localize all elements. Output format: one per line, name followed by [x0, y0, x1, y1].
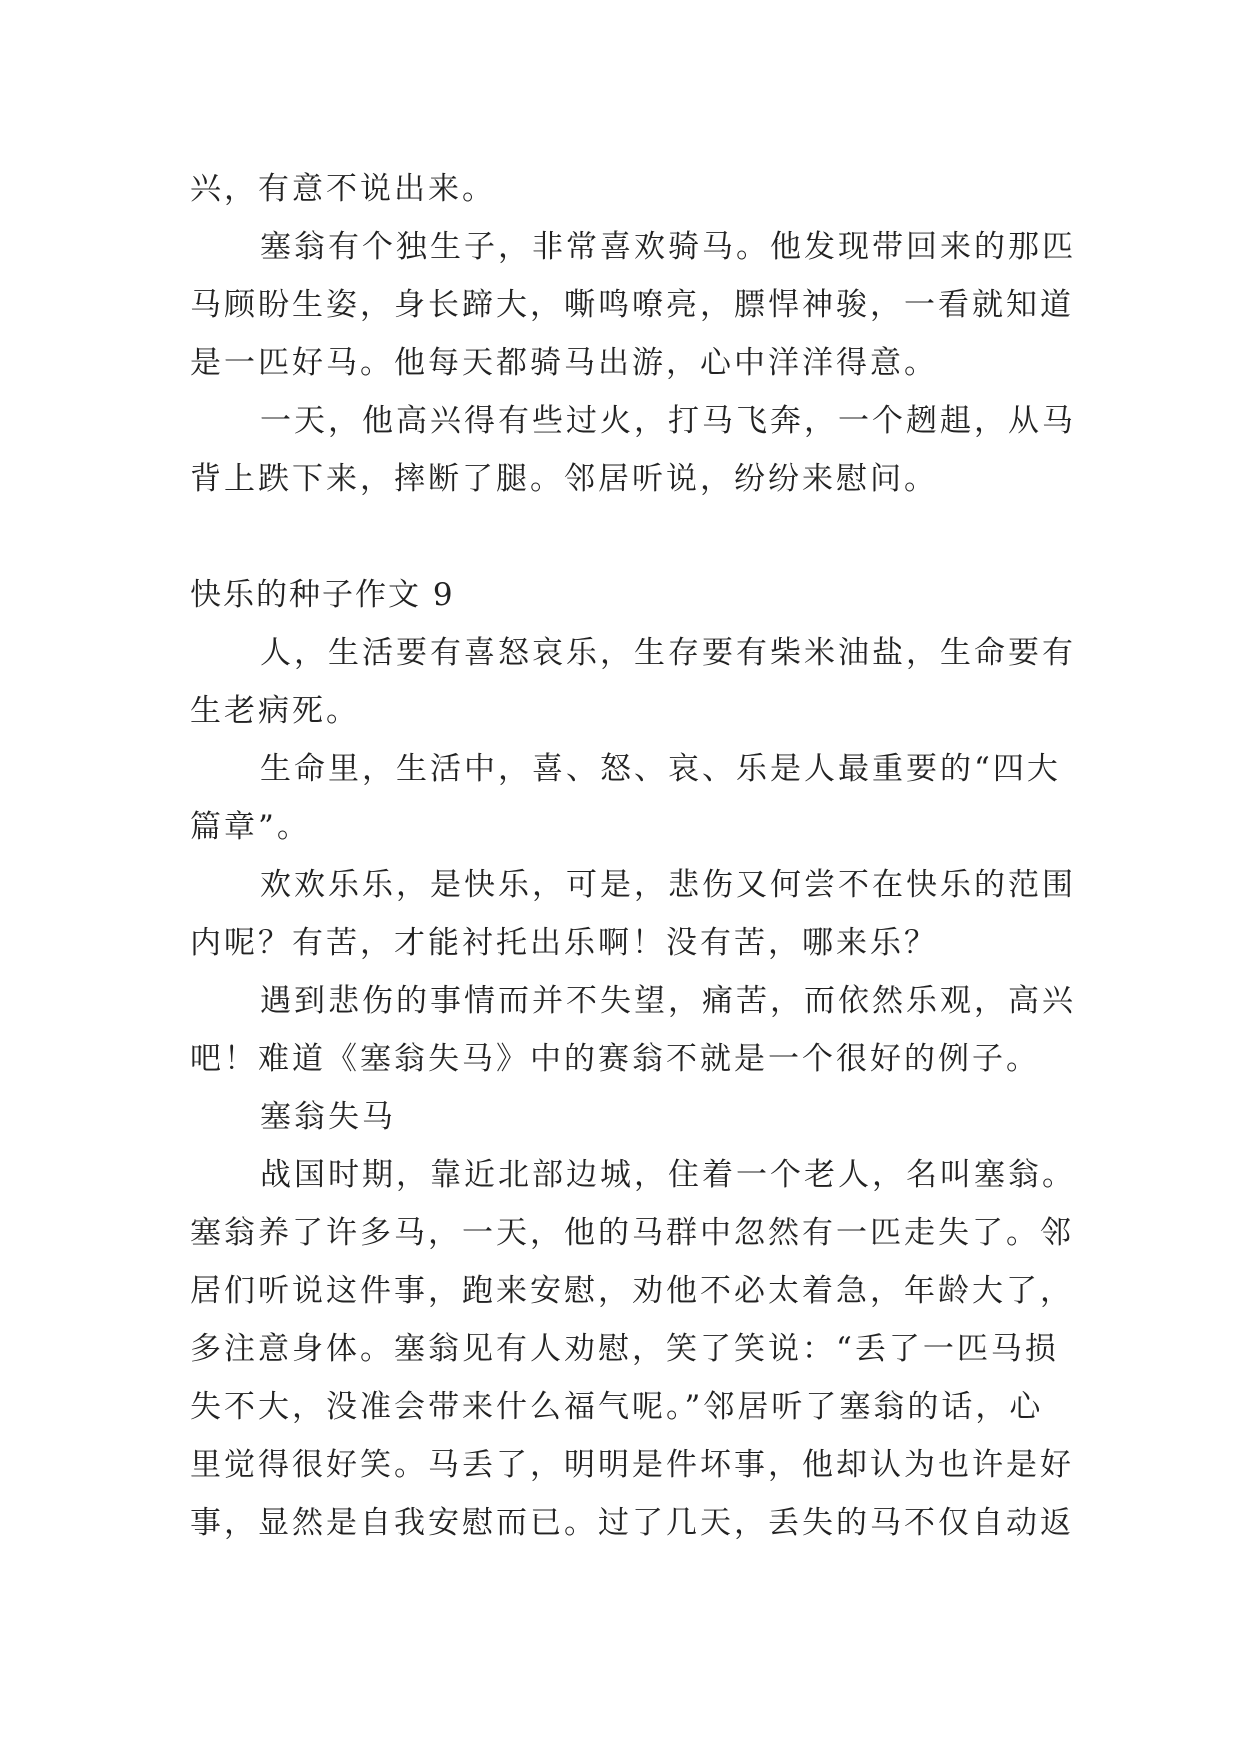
text-line: 多注意身体。塞翁见有人劝慰，笑了笑说：“丢了一匹马损 [190, 1331, 1059, 1367]
text-line: 篇章”。 [190, 809, 311, 845]
text-line: 失不大，没准会带来什么福气呢。”邻居听了塞翁的话，心 [190, 1389, 1044, 1425]
paragraph-start-line: 一天，他高兴得有些过火，打马飞奔，一个趔趄，从马 [260, 403, 1076, 439]
paragraph-start-line: 战国时期，靠近北部边城，住着一个老人，名叫塞翁。 [260, 1157, 1076, 1193]
text-line: 吧！难道《塞翁失马》中的赛翁不就是一个很好的例子。 [190, 1041, 1040, 1077]
paragraph-start-line: 人，生活要有喜怒哀乐，生存要有柴米油盐，生命要有 [260, 635, 1076, 671]
paragraph-start-line: 生命里，生活中，喜、怒、哀、乐是人最重要的“四大 [260, 751, 1061, 787]
text-line: 生老病死。 [190, 693, 360, 729]
text-line: 背上跌下来，摔断了腿。邻居听说，纷纷来慰问。 [190, 461, 938, 497]
text-line: 马顾盼生姿，身长蹄大，嘶鸣嘹亮，膘悍神骏，一看就知道 [190, 287, 1074, 323]
text-line: 事，显然是自我安慰而已。过了几天，丢失的马不仅自动返 [190, 1505, 1074, 1541]
text-line: 是一匹好马。他每天都骑马出游，心中洋洋得意。 [190, 345, 938, 381]
text-line: 塞翁养了许多马，一天，他的马群中忽然有一匹走失了。邻 [190, 1215, 1074, 1251]
paragraph-start-line: 遇到悲伤的事情而并不失望，痛苦，而依然乐观，高兴 [260, 983, 1076, 1019]
story-title: 塞翁失马 [260, 1099, 396, 1135]
section-heading: 快乐的种子作文 9 [190, 577, 455, 613]
text-line: 内呢？有苦，才能衬托出乐啊！没有苦，哪来乐？ [190, 925, 938, 961]
paragraph-start-line: 塞翁有个独生子，非常喜欢骑马。他发现带回来的那匹 [260, 229, 1076, 265]
text-line: 居们听说这件事，跑来安慰，劝他不必太着急，年龄大了， [190, 1273, 1074, 1309]
text-line: 兴，有意不说出来。 [190, 171, 496, 207]
text-line: 里觉得很好笑。马丢了，明明是件坏事，他却认为也许是好 [190, 1447, 1074, 1483]
document-page [190, 160, 1076, 1552]
paragraph-start-line: 欢欢乐乐，是快乐，可是，悲伤又何尝不在快乐的范围 [260, 867, 1076, 903]
